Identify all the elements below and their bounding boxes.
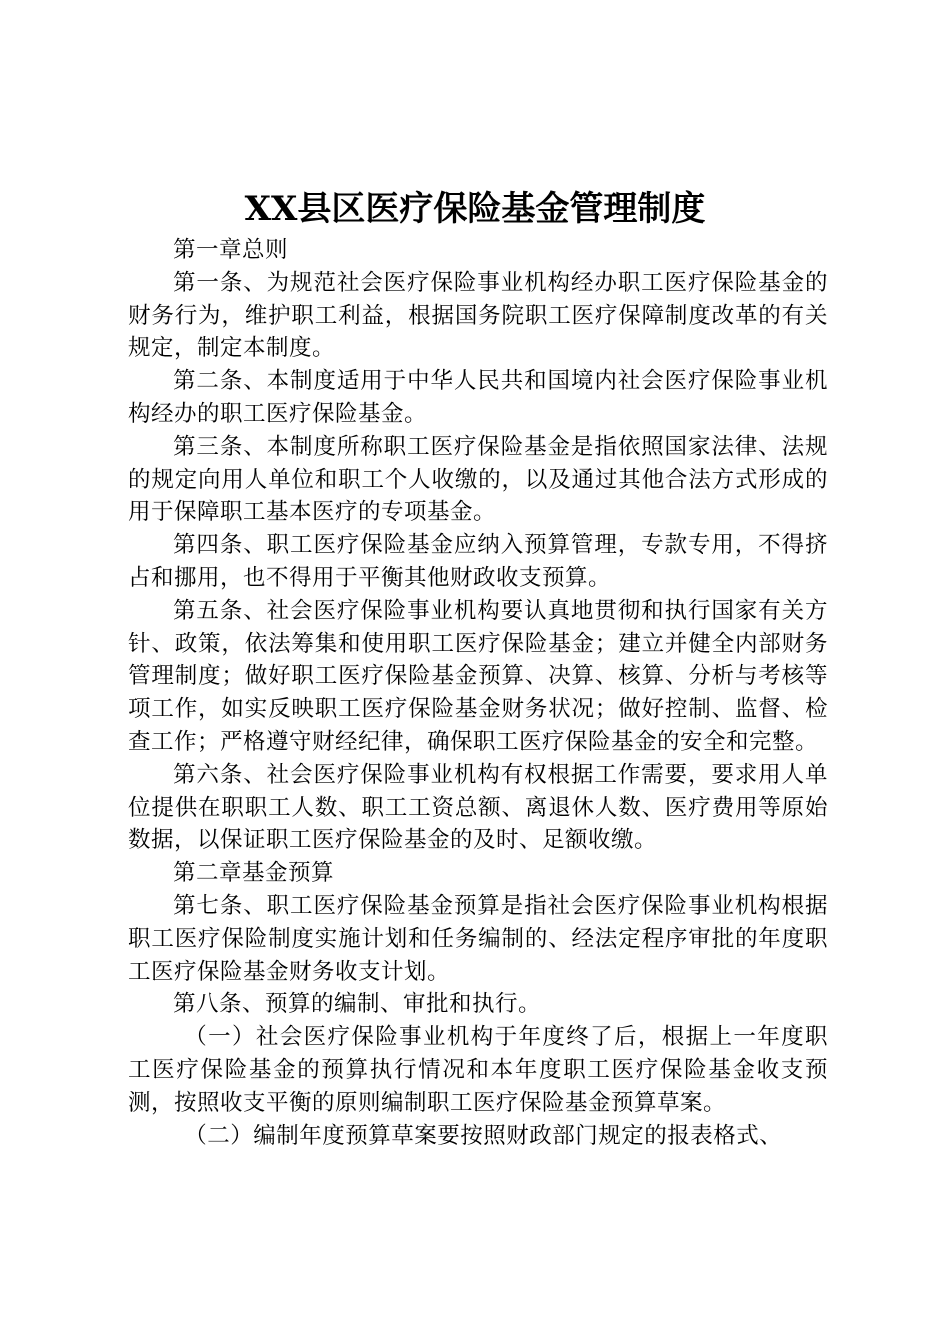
article-2: 第二条、本制度适用于中华人民共和国境内社会医疗保险事业机构经办的职工医疗保险基金。 xyxy=(128,368,828,427)
document-title: XX县区医疗保险基金管理制度 xyxy=(244,189,706,229)
chapter-heading-general: 第一章总则 xyxy=(173,237,289,263)
article-3: 第三条、本制度所称职工医疗保险基金是指依照国家法律、法规的规定向用人单位和职工个人收缴的，以及通过其他合法方式形成的用于保障职工基本医疗的专项基金。 xyxy=(128,433,828,526)
article-7: 第七条、职工医疗保险基金预算是指社会医疗保险事业机构根据职工医疗保险制度实施计划和任务编制的、经法定程序审批的年度职工医疗保险基金财务收支计划。 xyxy=(128,892,828,985)
article-4: 第四条、职工医疗保险基金应纳入预算管理，专款专用，不得挤占和挪用，也不得用于平衡其他财政收支预算。 xyxy=(128,532,828,591)
article-8-clause-1: （一）社会医疗保险事业机构于年度终了后，根据上一年度职工医疗保险基金的预算执行情况和本年度职工医疗保险基金收支预测，按照收支平衡的原则编制职工医疗保险基金预算草案。 xyxy=(128,1024,828,1116)
article-1: 第一条、为规范社会医疗保险事业机构经办职工医疗保险基金的财务行为，维护职工利益，根据国务院职工医疗保障制度改革的有关规定，制定本制度。 xyxy=(128,269,828,362)
article-5: 第五条、社会医疗保险事业机构要认真地贯彻和执行国家有关方针、政策，依法筹集和使用职工医疗保险基金；建立并健全内部财务管理制度；做好职工医疗保险基金预算、决算、核算、分析与考核等项工作，如实反映职工医疗保险基金财务状况；做好控制、监督、检查工作；严格遵守财经纪律，确保职工医疗保险基金的安全和完整。 xyxy=(128,597,828,755)
article-8: 第八条、预算的编制、审批和执行。 xyxy=(173,991,542,1018)
chapter-heading-budget: 第二章基金预算 xyxy=(173,860,335,887)
document-body xyxy=(128,234,828,1152)
article-8-clause-2: （二）编制年度预算草案要按照财政部门规定的报表格式、 xyxy=(184,1122,783,1149)
article-6: 第六条、社会医疗保险事业机构有权根据工作需要，要求用人单位提供在职职工人数、职工工资总额、离退休人数、医疗费用等原始数据，以保证职工医疗保险基金的及时、足额收缴。 xyxy=(128,761,828,854)
